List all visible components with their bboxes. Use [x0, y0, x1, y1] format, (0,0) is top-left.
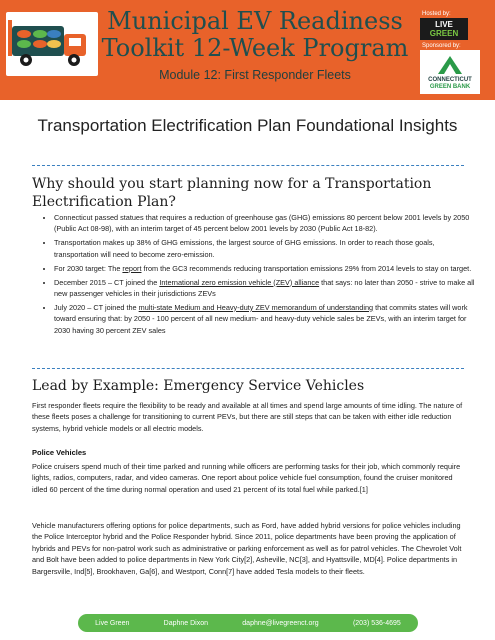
reasons-bullet-list: [42, 212, 479, 339]
bullet-item: • July 2020 – CT joined the multi-state Medium and Heavy-duty ZEV memorandum of understanding that commits states will work toward ensuring that: by 2050 - 100 percent of all new medium- and heavy-duty vehicle sales be ZEVs, with an interim target for 2030 having 30 percent ZEV sales: [54, 302, 479, 336]
ev-toolkit-logo: [6, 12, 98, 76]
zev-mou-link[interactable]: multi-state Medium and Heavy-duty ZEV memorandum of understanding: [138, 302, 374, 312]
connecticut-green-bank-logo: CONNECTICUT GREEN BANK: [420, 50, 480, 94]
bullet-item: • For 2030 target: The report from the GC3 recommends reducing transportation emissions 29% from 2014 levels to stay on target.: [54, 263, 479, 274]
live-green-logo: LIVE GREEN: [420, 18, 468, 40]
police-vehicles-subheading: Police Vehicles: [32, 448, 87, 457]
program-title: Municipal EV Readiness Toolkit 12-Week Program: [101, 7, 409, 62]
bullet-item: • Transportation makes up 38% of GHG emissions, the largest source of GHG emissions. In order to reach those goals, transportation will need to become zero-emission.: [54, 237, 479, 260]
bullet-item: • Connecticut passed statues that requires a reduction of greenhouse gas (GHG) emissions 80 percent below 2001 levels by 2050 (Public Act 08-98), with an interim target of 45 percent below 2001 levels by 2030 (Public Act 18-82).: [54, 212, 479, 235]
footer-phone: (203) 536-4695: [352, 619, 401, 627]
divider-1: [32, 165, 464, 166]
report-link[interactable]: report: [122, 263, 142, 273]
contact-footer: [78, 614, 418, 632]
green-bank-arrow-icon: [420, 50, 480, 78]
header-banner: [0, 0, 495, 100]
zev-alliance-link[interactable]: International zero emission vehicle (ZEV) alliance: [159, 277, 320, 287]
intro-paragraph: First responder fleets require the flexibility to be ready and available at all times and spend large amounts of time idling. The nature of these fleets poses a challenge for transitioning to current PEVs, but there are still steps that can be taken with either idle reduction systems, hybrid vehicle models or all electric models.: [32, 401, 463, 433]
delivery-truck-icon: [6, 12, 98, 76]
bullet-item: • December 2015 – CT joined the International zero emission vehicle (ZEV) alliance that says: no later than 2050 - strive to make all new passenger vehicles in their jurisdictions ZEVs: [54, 277, 479, 300]
hosted-by-label: Hosted by:: [422, 11, 451, 17]
police-paragraph-1: Police cruisers spend much of their time parked and running while officers are performing tasks for their job, which commonly require lights, radios, computers, radar, and video cameras. One report about police vehicle fuel consumption, found the cruiser monitored idled 60 percent of the time during normal operation and used 21 percent of its total fuel while parked.[1]: [32, 462, 461, 494]
document-title: Transportation Electrification Plan Foundational Insights: [37, 116, 458, 135]
module-subtitle: Module 12: First Responder Fleets: [159, 68, 351, 82]
footer-name: Daphne Dixon: [163, 619, 209, 627]
footer-org: Live Green: [95, 619, 130, 627]
section-heading-lead-by-example: Lead by Example: Emergency Service Vehicles: [32, 378, 365, 394]
police-paragraph-2: Vehicle manufacturers offering options for police departments, such as Ford, have added hybrid versions for police vehicles including the Police Interceptor hybrid and the Police Responder hybrid. Since 2011, police departments have been proving the application of hybrids and PEVs for non-patrol work such as administrative or parking enforcement as well as for patrol vehicles. The Chevrolet Volt and Bolt have been added to police departments in New York City[2], Asheville, NC[3], and Hyattsville, MD[4]. Police departments in Bargersville, Ind[5], Brookhaven, Ga[6], and Westport, Conn[7] have added Tesla models to their fleets.: [32, 521, 462, 576]
sponsored-by-label: Sponsored by:: [422, 43, 461, 49]
footer-email-link[interactable]: daphne@livegreenct.org: [242, 619, 319, 627]
divider-2: [32, 368, 464, 369]
section-heading-why-plan: Why should you start planning now for a Transportation Electrification Plan?: [32, 176, 432, 210]
